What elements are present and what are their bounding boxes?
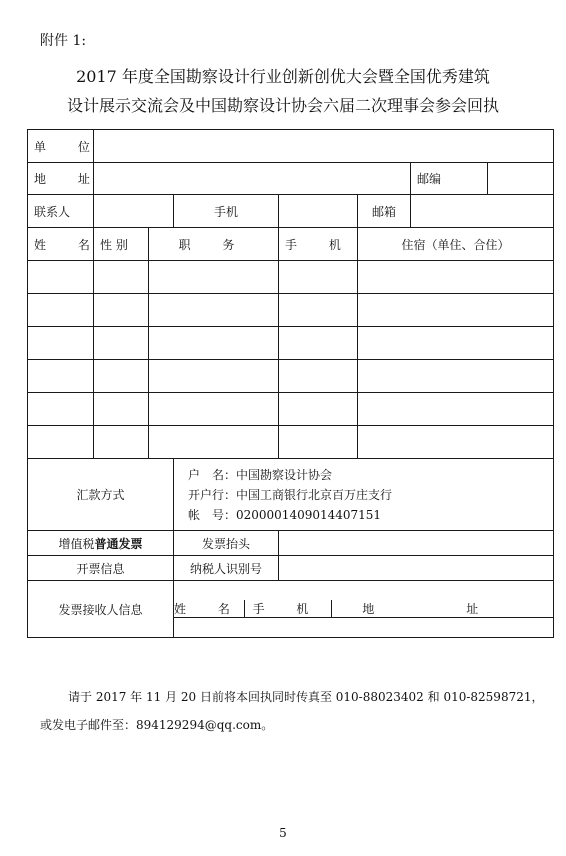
attachment-label: 附件 1: (40, 33, 87, 49)
contact-phone-label: 手机 (174, 195, 279, 228)
header-position: 职 务 (149, 228, 279, 261)
account-number: 帐 号：0200001409014407151 (188, 507, 382, 522)
receiver-address-field[interactable] (331, 618, 553, 619)
unit-field[interactable] (94, 130, 554, 163)
attendee-row (28, 360, 554, 393)
receiver-header-name: 姓 名 (174, 602, 244, 616)
attendee-gender-cell[interactable] (94, 426, 149, 459)
attendee-gender-cell[interactable] (94, 360, 149, 393)
attendee-lodging-cell[interactable] (358, 294, 554, 327)
attendee-position-cell[interactable] (149, 294, 279, 327)
email-field[interactable] (411, 195, 554, 228)
postcode-label: 邮编 (411, 163, 488, 195)
attendee-lodging-cell[interactable] (358, 261, 554, 294)
remit-label: 汇款方式 (28, 459, 174, 531)
invoice-info-label: 开票信息 (28, 556, 174, 581)
attendee-gender-cell[interactable] (94, 294, 149, 327)
attendee-row (28, 261, 554, 294)
receiver-header-address: 地 址 (331, 600, 553, 618)
page-number: 5 (279, 826, 287, 840)
email-label: 邮箱 (358, 195, 411, 228)
header-lodging: 住宿（单住、合住） (358, 228, 554, 261)
header-gender: 性 别 (94, 228, 149, 261)
taxpayer-id-field[interactable] (279, 556, 554, 581)
account-name: 户 名：中国勘察设计协会 (188, 467, 333, 482)
attendee-lodging-cell[interactable] (358, 360, 554, 393)
receiver-grid (174, 581, 554, 638)
receiver-mobile-field[interactable] (244, 618, 331, 619)
attendee-name-cell[interactable] (28, 393, 94, 426)
unit-label: 单 位 (28, 130, 94, 163)
address-field[interactable] (94, 163, 411, 195)
attendee-position-cell[interactable] (149, 327, 279, 360)
attendee-mobile-cell[interactable] (279, 360, 358, 393)
address-label: 地 址 (28, 163, 94, 195)
taxpayer-id-label: 纳税人识别号 (174, 556, 279, 581)
attendee-row (28, 327, 554, 360)
attendee-mobile-cell[interactable] (279, 294, 358, 327)
attendee-name-cell[interactable] (28, 261, 94, 294)
attendee-mobile-cell[interactable] (279, 426, 358, 459)
receiver-name-field[interactable] (174, 618, 244, 619)
remit-details (174, 459, 554, 531)
attendee-mobile-cell[interactable] (279, 261, 358, 294)
attendee-mobile-cell[interactable] (279, 327, 358, 360)
contact-phone-field[interactable] (279, 195, 358, 228)
attendee-position-cell[interactable] (149, 393, 279, 426)
attendee-name-cell[interactable] (28, 294, 94, 327)
attendee-position-cell[interactable] (149, 261, 279, 294)
attendee-name-cell[interactable] (28, 426, 94, 459)
attendee-position-cell[interactable] (149, 360, 279, 393)
attendee-lodging-cell[interactable] (358, 327, 554, 360)
attendee-lodging-cell[interactable] (358, 426, 554, 459)
header-mobile: 手 机 (279, 228, 358, 261)
attendee-name-cell[interactable] (28, 360, 94, 393)
invoice-title-field[interactable] (279, 531, 554, 556)
vat-invoice-label: 增值税普通发票 (28, 531, 174, 556)
title-line-2: 设计展示交流会及中国勘察设计协会六届二次理事会参会回执 (66, 96, 499, 115)
attendee-position-cell[interactable] (149, 426, 279, 459)
attendee-mobile-cell[interactable] (279, 393, 358, 426)
registration-form (27, 129, 554, 638)
bank-name: 开户行：中国工商银行北京百万庄支行 (188, 487, 393, 502)
title-line-1: 2017 年度全国勘察设计行业创新创优大会暨全国优秀建筑 (76, 67, 490, 86)
postcode-field[interactable] (488, 163, 554, 195)
header-name: 姓 名 (28, 228, 94, 261)
receiver-label: 发票接收人信息 (28, 581, 174, 638)
submission-note-email: 或发电子邮件至：894129294@qq.com。 (40, 718, 274, 732)
attendee-gender-cell[interactable] (94, 327, 149, 360)
attendee-row (28, 393, 554, 426)
attendee-gender-cell[interactable] (94, 393, 149, 426)
attendee-row (28, 426, 554, 459)
attendee-gender-cell[interactable] (94, 261, 149, 294)
receiver-header-mobile: 手 机 (244, 600, 331, 618)
attendee-row (28, 294, 554, 327)
submission-note: 请于 2017 年 11 月 20 日前将本回执同时传真至 010-88023402 和 010-82598721， (68, 690, 544, 704)
contact-label: 联系人 (28, 195, 94, 228)
attendee-lodging-cell[interactable] (358, 393, 554, 426)
invoice-title-label: 发票抬头 (174, 531, 279, 556)
attendee-name-cell[interactable] (28, 327, 94, 360)
contact-field[interactable] (94, 195, 174, 228)
